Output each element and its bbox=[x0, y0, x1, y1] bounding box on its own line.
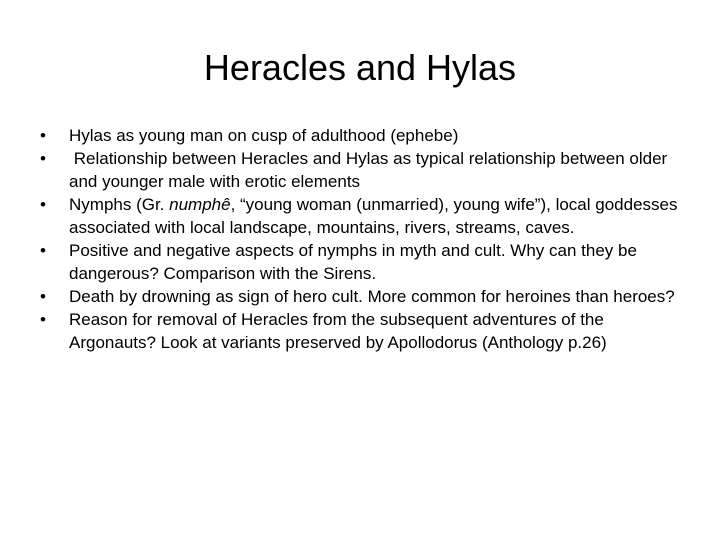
bullet-text: Relationship between Heracles and Hylas as typical relationship between older and younger male with erotic elements bbox=[69, 149, 672, 191]
bullet-text-italic: numphê bbox=[169, 195, 231, 214]
bullet-list bbox=[40, 124, 680, 354]
bullet-dot-icon: • bbox=[40, 126, 46, 145]
bullet-text-before: Nymphs (Gr. bbox=[69, 195, 170, 214]
bullet-item bbox=[40, 239, 680, 285]
bullet-text: Reason for removal of Heracles from the subsequent adventures of the Argonauts? Look at variants preserved by Apollodorus (Anthology p.26) bbox=[69, 310, 607, 352]
slide-title: Heracles and Hylas bbox=[203, 47, 517, 88]
bullet-text: Positive and negative aspects of nymphs in myth and cult. Why can they be dangerous? Comparison with the Sirens. bbox=[69, 241, 637, 283]
bullet-text-after: , “young woman (unmarried), young wife”), local goddesses associated with local landscape, mountains, rivers, streams, caves. bbox=[69, 195, 678, 237]
bullet-item bbox=[40, 285, 680, 308]
bullet-item bbox=[40, 193, 680, 239]
bullet-dot-icon: • bbox=[40, 149, 46, 168]
bullet-dot-icon: • bbox=[40, 310, 46, 329]
bullet-item bbox=[40, 308, 680, 354]
bullet-text: Hylas as young man on cusp of adulthood (ephebe) bbox=[69, 126, 459, 145]
bullet-text: Death by drowning as sign of hero cult. More common for heroines than heroes? bbox=[69, 287, 675, 306]
bullet-dot-icon: • bbox=[40, 287, 46, 306]
bullet-dot-icon: • bbox=[40, 241, 46, 260]
bullet-item bbox=[40, 147, 680, 193]
bullet-item bbox=[40, 124, 680, 147]
bullet-dot-icon: • bbox=[40, 195, 46, 214]
bullet-text bbox=[69, 195, 678, 237]
